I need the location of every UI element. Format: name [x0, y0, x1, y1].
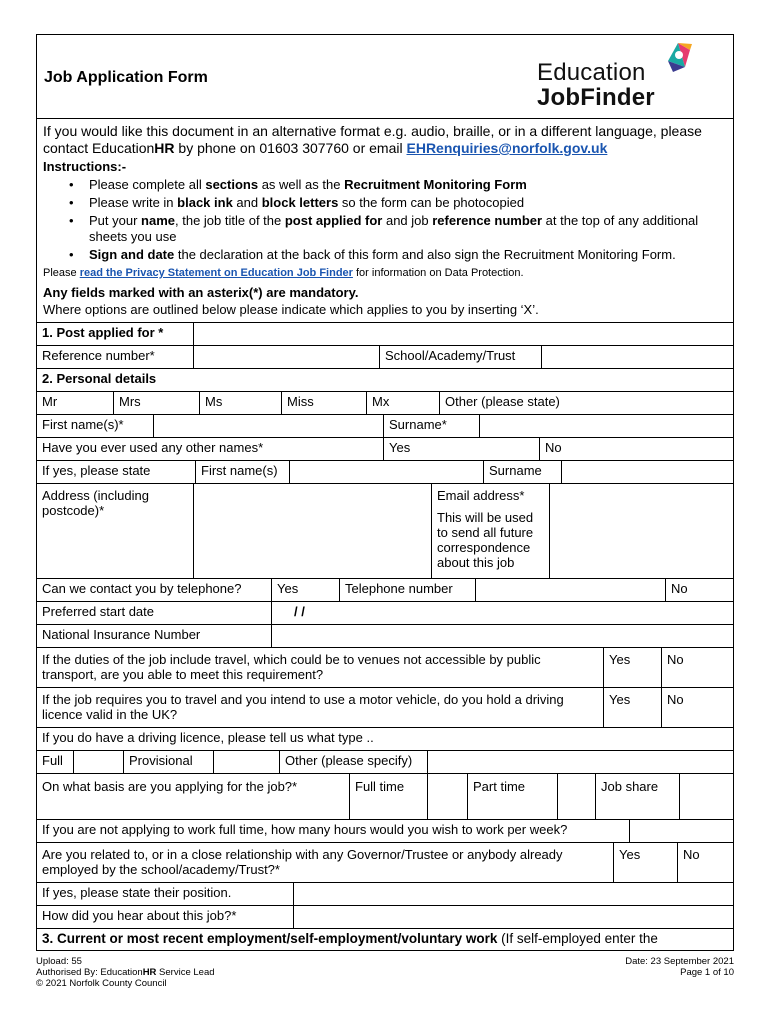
email-note: This will be used to send all future correspondence about this job [437, 510, 534, 570]
first-names-field[interactable] [153, 415, 383, 437]
licence-other-field[interactable] [427, 751, 733, 773]
telephone-number-label: Telephone number [339, 579, 475, 601]
full-time-box[interactable] [427, 774, 467, 819]
ni-row [37, 624, 733, 647]
preferred-start-label: Preferred start date [42, 604, 154, 619]
title-option-miss[interactable]: Miss [281, 392, 366, 414]
travel-row [37, 647, 733, 687]
travel-no[interactable]: No [661, 648, 733, 687]
section-1-heading: 1. Post applied for * [42, 325, 164, 340]
telephone-number-field[interactable] [475, 579, 665, 601]
application-form [36, 34, 734, 951]
licence-provisional-box[interactable] [213, 751, 279, 773]
mandatory-note: Any fields marked with an asterix(*) are mandatory. [43, 285, 359, 300]
hear-field[interactable] [293, 906, 733, 928]
basis-row [37, 773, 733, 819]
hear-row [37, 905, 733, 928]
telephone-row [37, 578, 733, 601]
other-names-question: Have you ever used any other names* [42, 440, 264, 455]
post-applied-field[interactable] [193, 323, 733, 345]
school-field[interactable] [541, 346, 733, 368]
licence-full-label: Full [42, 753, 63, 768]
licence-type-row [37, 727, 733, 750]
other-names-no[interactable]: No [539, 438, 733, 460]
title-option-mrs[interactable]: Mrs [113, 392, 199, 414]
authorised-by: Authorised By: EducationHR Service Lead [36, 967, 215, 978]
position-row [37, 882, 733, 905]
reference-row [37, 345, 733, 368]
copyright: © 2021 Norfolk County Council [36, 978, 167, 989]
ni-number-field[interactable] [271, 625, 733, 647]
contact-telephone-yes[interactable]: Yes [271, 579, 339, 601]
instruction-item: • Please complete all sections as well as the Recruitment Monitoring Form [69, 177, 727, 193]
other-names-detail-row [37, 460, 733, 483]
email-link[interactable]: EHRenquiries@norfolk.gov.uk [406, 140, 608, 156]
instruction-item: • Please write in black ink and block letters so the form can be photocopied [69, 195, 727, 211]
reference-field[interactable] [193, 346, 379, 368]
job-share-box[interactable] [679, 774, 733, 819]
licence-row [37, 687, 733, 727]
education-jobfinder-logo [537, 41, 697, 113]
title-options-row [37, 391, 733, 414]
options-note: Where options are outlined below please indicate which applies to you by inserting ‘X’. [43, 302, 539, 317]
logo-mark-icon [663, 41, 693, 75]
licence-provisional-label: Provisional [123, 751, 213, 773]
licence-yes[interactable]: Yes [603, 688, 661, 727]
address-label: Address (including postcode)* [42, 488, 149, 518]
school-label: School/Academy/Trust [379, 346, 541, 368]
section-3-heading: 3. Current or most recent employment/self-employment/voluntary work (If self-employed enter the [42, 931, 658, 946]
title-option-mx[interactable]: Mx [366, 392, 439, 414]
other-names-row [37, 437, 733, 460]
hours-question: If you are not applying to work full time, how many hours would you wish to work per week? [42, 822, 568, 837]
address-field[interactable] [193, 484, 431, 578]
related-no[interactable]: No [677, 843, 733, 882]
reference-label: Reference number* [42, 348, 155, 363]
ni-number-label: National Insurance Number [42, 627, 201, 642]
logo-text-education: Education [537, 59, 646, 86]
form-title: Job Application Form [44, 69, 208, 86]
basis-question: On what basis are you applying for the job?* [42, 779, 298, 794]
other-surname-label: Surname [483, 461, 561, 483]
position-field[interactable] [293, 883, 733, 905]
start-date-row [37, 601, 733, 624]
preferred-start-field[interactable]: / / [271, 602, 733, 624]
licence-no[interactable]: No [661, 688, 733, 727]
instructions-heading: Instructions:- [43, 159, 127, 174]
title-option-ms[interactable]: Ms [199, 392, 281, 414]
instruction-item: • Put your name, the job title of the post applied for and job reference number at the top of any additional sheets you use [69, 213, 727, 245]
licence-full-box[interactable] [73, 751, 123, 773]
page-footer [36, 956, 734, 989]
section-2-heading: 2. Personal details [42, 371, 157, 386]
logo-text-jobfinder: JobFinder [537, 84, 655, 111]
contact-telephone-no[interactable]: No [665, 579, 733, 601]
privacy-notice: Please read the Privacy Statement on Education Job Finder for information on Data Protection. [43, 267, 524, 279]
if-yes-state-label: If yes, please state [42, 463, 151, 478]
other-first-names-label: First name(s) [195, 461, 289, 483]
upload-label: Upload: 55 [36, 956, 82, 967]
full-time-label: Full time [349, 774, 427, 819]
licence-type-question: If you do have a driving licence, please tell us what type .. [42, 730, 374, 745]
post-applied-row [37, 322, 733, 345]
related-row [37, 842, 733, 882]
intro-section [37, 119, 733, 322]
alt-format-notice: If you would like this document in an alternative format e.g. audio, braille, or in a different language, please contact EducationHR by phone on 01603 307760 or email EHRenquiries@norfolk.gov.uk [43, 123, 702, 156]
email-field[interactable] [549, 484, 733, 578]
title-option-other[interactable]: Other (please state) [439, 392, 733, 414]
title-option-mr[interactable]: Mr [42, 394, 58, 409]
footer-date: Date: 23 September 2021 [625, 956, 734, 967]
licence-question: If the job requires you to travel and you intend to use a motor vehicle, do you hold a driving licence valid in the UK? [42, 692, 564, 722]
hours-row [37, 819, 733, 842]
surname-label: Surname* [383, 415, 479, 437]
part-time-label: Part time [467, 774, 557, 819]
address-email-row [37, 483, 733, 578]
form-header [37, 35, 733, 119]
first-names-label: First name(s)* [42, 417, 124, 432]
position-question: If yes, please state their position. [42, 885, 232, 900]
email-label: Email address* [437, 488, 525, 503]
footer-right [625, 956, 734, 978]
other-surname-field[interactable] [561, 461, 733, 483]
other-names-yes[interactable]: Yes [383, 438, 539, 460]
licence-other-label: Other (please specify) [279, 751, 427, 773]
hear-question: How did you hear about this job?* [42, 908, 237, 923]
related-yes[interactable]: Yes [613, 843, 677, 882]
travel-yes[interactable]: Yes [603, 648, 661, 687]
instructions-list [69, 177, 727, 263]
section-2-heading-row [37, 368, 733, 391]
instruction-item: • Sign and date the declaration at the back of this form and also sign the Recruitment Monitoring Form. [69, 247, 727, 263]
contact-telephone-question: Can we contact you by telephone? [42, 581, 242, 596]
section-3-heading-row [37, 928, 733, 950]
other-first-names-field[interactable] [289, 461, 483, 483]
travel-question: If the duties of the job include travel, which could be to venues not accessible by public transport, are you able to meet this requirement? [42, 652, 541, 682]
part-time-box[interactable] [557, 774, 595, 819]
privacy-statement-link[interactable]: read the Privacy Statement on Education Job Finder [79, 267, 353, 279]
email-label-cell [431, 484, 549, 578]
hours-field[interactable] [629, 820, 733, 842]
related-question: Are you related to, or in a close relationship with any Governor/Trustee or anybody already employed by the school/academy/Trust?* [42, 847, 563, 877]
surname-field[interactable] [479, 415, 733, 437]
name-row [37, 414, 733, 437]
page-number: Page 1 of 10 [680, 967, 734, 978]
licence-type-options-row [37, 750, 733, 773]
job-share-label: Job share [595, 774, 679, 819]
